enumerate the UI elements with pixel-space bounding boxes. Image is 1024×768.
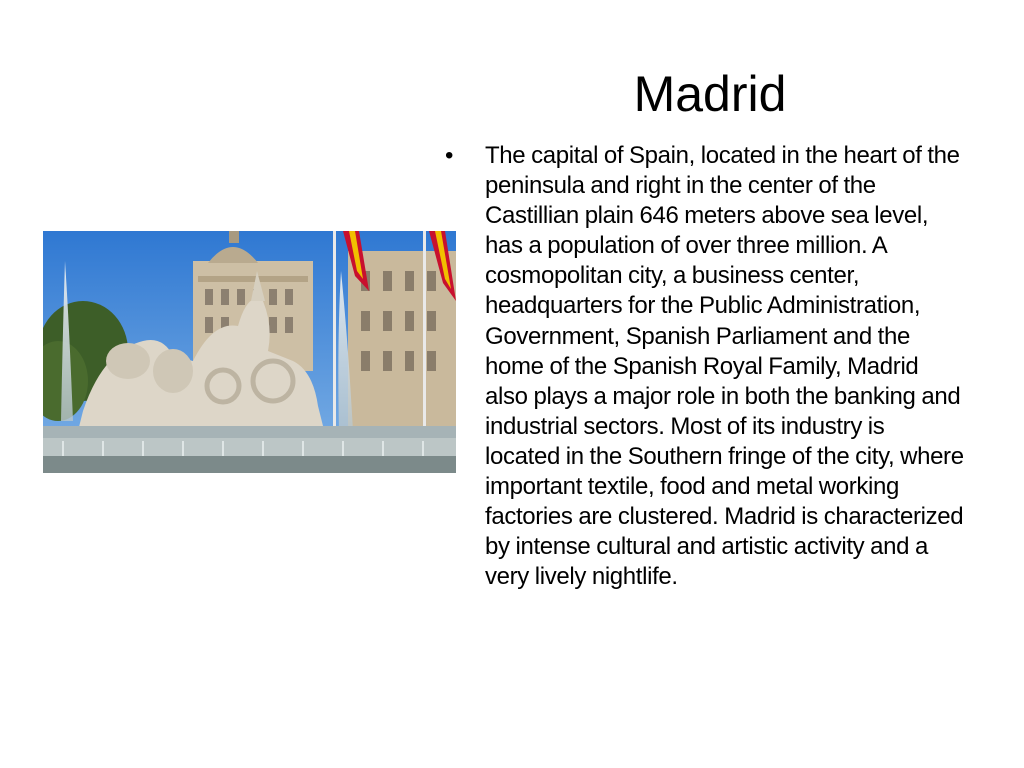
slide-title: Madrid — [633, 66, 787, 122]
cibeles-fountain-photo — [43, 231, 456, 473]
bullet-icon: • — [445, 142, 454, 169]
content-bullet — [445, 141, 965, 592]
bullet-text: The capital of Spain, located in the heart of the peninsula and right in the center of the Castillian plain 646 meters above sea level, has a population of over three million. A cosmopolitan city, a business center, headquarters for the Public Administration, Government, Spanish Parliament and the home of the Spanish Royal Family, Madrid also plays a major role in both the banking and industrial sectors. Most of its industry is located in the Southern fringe of the city, where important textile, food and metal working factories are clustered. Madrid is characterized by intense cultural and artistic activity and a very lively nightlife. — [485, 142, 964, 591]
